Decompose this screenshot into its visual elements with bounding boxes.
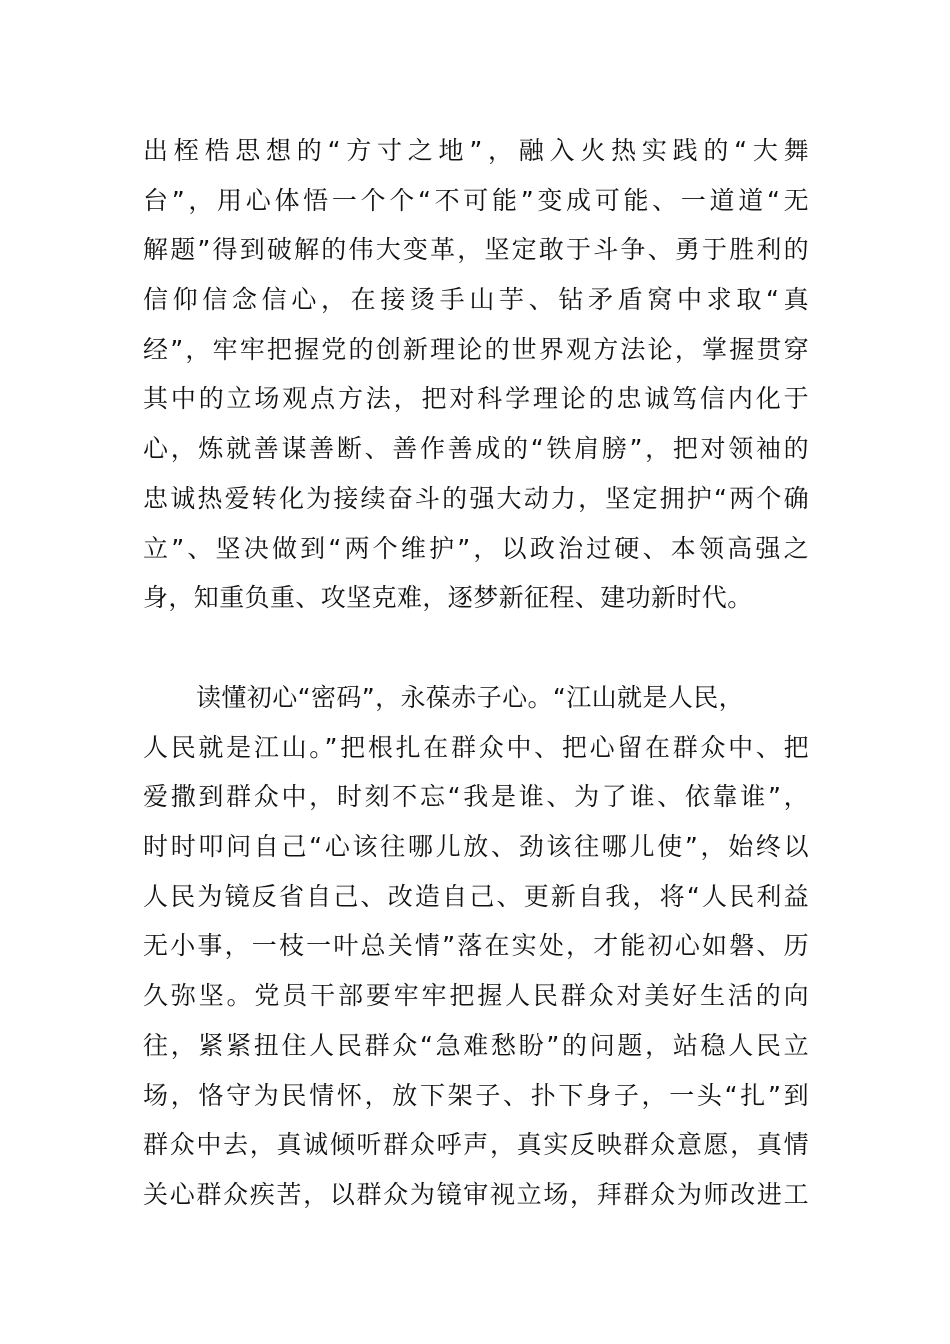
paragraph-line: 解题”得到破解的伟大变革，坚定敢于斗争、勇于胜利的 [143, 235, 809, 265]
paragraph-line: 经”，牢牢把握党的创新理论的世界观方法论，掌握贯穿 [143, 334, 809, 364]
paragraph-line: 群众中去，真诚倾听群众呼声，真实反映群众意愿，真情 [143, 1130, 809, 1160]
paragraph-line: 时时叩问自己“心该往哪儿放、劲该往哪儿使”，始终以 [143, 832, 809, 862]
paragraph-2 [143, 673, 809, 1220]
paragraph-line: 身，知重负重、攻坚克难，逐梦新征程、建功新时代。 [143, 583, 753, 613]
paragraph-line: 关心群众疾苦，以群众为镜审视立场，拜群众为师改进工 [143, 1179, 809, 1209]
paragraph-line: 心，炼就善谋善断、善作善成的“铁肩膀”，把对领袖的 [143, 434, 809, 464]
paragraph-line: 台”，用心体悟一个个“不可能”变成可能、一道道“无 [143, 185, 809, 215]
paragraph-line: 人民就是江山。”把根扎在群众中、把心留在群众中、把 [143, 732, 809, 762]
paragraph-line: 无小事，一枝一叶总关情”落在实处，才能初心如磐、历 [143, 931, 809, 961]
paragraph-line: 人民为镜反省自己、改造自己、更新自我，将“人民利益 [143, 881, 809, 911]
paragraph-line: 久弥坚。党员干部要牢牢把握人民群众对美好生活的向 [143, 981, 809, 1011]
paragraph-line: 场，恪守为民情怀，放下架子、扑下身子，一头“扎”到 [143, 1080, 809, 1110]
paragraph-line: 忠诚热爱转化为接续奋斗的强大动力，坚定拥护“两个确 [143, 483, 809, 513]
paragraph-line: 其中的立场观点方法，把对科学理论的忠诚笃信内化于 [143, 384, 809, 414]
paragraph-1 [143, 126, 809, 623]
paragraph-line: 立”、坚决做到“两个维护”，以政治过硬、本领高强之 [143, 533, 809, 563]
paragraph-line: 出桎梏思想的“方寸之地”，融入火热实践的“大舞 [143, 136, 809, 165]
paragraph-line: 信仰信念信心，在接烫手山芋、钻矛盾窝中求取“真 [143, 285, 809, 315]
paragraph-line: 往，紧紧扭住人民群众“急难愁盼”的问题，站稳人民立 [143, 1030, 809, 1060]
paragraph-line: 读懂初心“密码”，永葆赤子心。“江山就是人民， [196, 683, 745, 712]
paragraph-line: 爱撒到群众中，时刻不忘“我是谁、为了谁、依靠谁”， [143, 782, 809, 812]
